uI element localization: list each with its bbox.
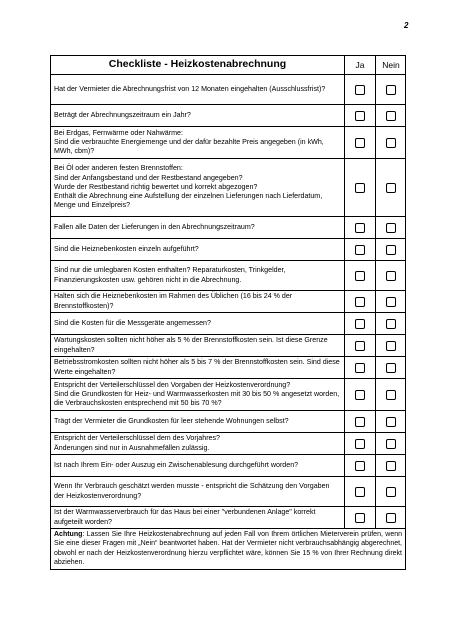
checkbox-no[interactable] <box>386 223 396 233</box>
page-number: 2 <box>404 21 409 30</box>
checkbox-yes[interactable] <box>355 223 365 233</box>
checkbox-no[interactable] <box>386 390 396 400</box>
question-text <box>51 433 344 454</box>
question-line: Enthält die Abrechnung eine Aufstellung der einzelnen Lieferungen nach Lieferdatum, Menge und Einzelpreis? <box>54 192 323 210</box>
answer-cell-no <box>375 357 406 378</box>
checkbox-yes[interactable] <box>355 245 365 255</box>
question-line: Trägt der Vermieter die Grundkosten für leer stehende Wohnungen selbst? <box>54 416 289 425</box>
answer-cell-no <box>375 261 406 290</box>
question-line: Fallen alle Daten der Lieferungen in den Abrechnungszeitraum? <box>54 222 255 231</box>
question-text <box>51 455 344 476</box>
answer-cell-yes <box>344 261 375 290</box>
checkbox-no[interactable] <box>386 487 396 497</box>
column-header-no: Nein <box>375 56 406 74</box>
question-line: Sind die Kosten für die Messgeräte angemessen? <box>54 318 211 327</box>
checkbox-no[interactable] <box>386 183 396 193</box>
question-row <box>51 506 405 528</box>
answer-cell-yes <box>344 217 375 238</box>
column-header-yes: Ja <box>344 56 375 74</box>
answer-cell-no <box>375 291 406 312</box>
question-line: Sind die Heiznebenkosten einzeln aufgeführt? <box>54 244 199 253</box>
question-line: Betriebsstromkosten sollten nicht höher als 5 bis 7 % der Brennstoffkosten sein. Sind diese Werte eingehalten? <box>54 358 340 376</box>
checkbox-no[interactable] <box>386 363 396 373</box>
answer-cell-no <box>375 411 406 432</box>
checklist-table <box>50 55 406 570</box>
question-row <box>51 260 405 290</box>
checkbox-no[interactable] <box>386 461 396 471</box>
question-line: Wurde der Restbestand richtig bewertet und korrekt abgezogen? <box>54 182 258 191</box>
question-line: Bei Öl oder anderen festen Brennstoffen: <box>54 164 183 173</box>
table-header <box>51 56 405 74</box>
answer-cell-no <box>375 239 406 260</box>
question-line: Sind der Anfangsbestand und der Restbestand angegeben? <box>54 173 243 182</box>
question-row <box>51 312 405 334</box>
question-line: Wartungskosten sollten nicht höher als 5 % der Brennstoffkosten sein. Ist diese Grenze eingehalten? <box>54 336 328 354</box>
answer-cell-yes <box>344 379 375 410</box>
question-text <box>51 105 344 126</box>
checkbox-no[interactable] <box>386 513 396 523</box>
answer-cell-yes <box>344 291 375 312</box>
question-text <box>51 239 344 260</box>
checkbox-no[interactable] <box>386 245 396 255</box>
question-line: Hat der Vermieter die Abrechnungsfrist von 12 Monaten eingehalten (Ausschlussfrist)? <box>54 84 326 93</box>
question-row <box>51 476 405 506</box>
question-text <box>51 261 344 290</box>
question-text <box>51 357 344 378</box>
question-text <box>51 411 344 432</box>
question-row <box>51 290 405 312</box>
answer-cell-yes <box>344 105 375 126</box>
question-line: Änderungen sind nur in Ausnahmefällen zulässig. <box>54 443 210 452</box>
question-line: Sind die Grundkosten für Heiz- und Warmwasserkosten mit 30 bis 50 % angesetzt worden, die Verbrauchskosten entsprechend mit 50 bis 70 %? <box>54 389 340 408</box>
answer-cell-yes <box>344 335 375 356</box>
question-text <box>51 313 344 334</box>
note-label: Achtung <box>54 531 83 538</box>
answer-cell-no <box>375 159 406 216</box>
question-row <box>51 238 405 260</box>
checkbox-yes[interactable] <box>355 85 365 95</box>
question-row <box>51 378 405 410</box>
question-row <box>51 432 405 454</box>
checkbox-no[interactable] <box>386 319 396 329</box>
checkbox-yes[interactable] <box>355 439 365 449</box>
question-text <box>51 335 344 356</box>
question-line: Beträgt der Abrechnungszeitraum ein Jahr? <box>54 110 191 119</box>
question-row <box>51 454 405 476</box>
checkbox-yes[interactable] <box>355 183 365 193</box>
question-row <box>51 104 405 126</box>
answer-cell-no <box>375 105 406 126</box>
answer-cell-no <box>375 217 406 238</box>
question-row <box>51 158 405 216</box>
question-line: Halten sich die Heiznebenkosten im Rahmen des Üblichen (16 bis 24 % der Brennstoffkosten)? <box>54 292 293 310</box>
checkbox-yes[interactable] <box>355 390 365 400</box>
answer-cell-no <box>375 75 406 104</box>
answer-cell-no <box>375 379 406 410</box>
checkbox-no[interactable] <box>386 439 396 449</box>
question-text <box>51 127 344 158</box>
question-row <box>51 216 405 238</box>
answer-cell-yes <box>344 127 375 158</box>
checkbox-no[interactable] <box>386 417 396 427</box>
question-row <box>51 334 405 356</box>
checkbox-yes[interactable] <box>355 297 365 307</box>
checkbox-no[interactable] <box>386 271 396 281</box>
checkbox-yes[interactable] <box>355 319 365 329</box>
answer-cell-no <box>375 313 406 334</box>
checkbox-yes[interactable] <box>355 461 365 471</box>
checkbox-yes[interactable] <box>355 487 365 497</box>
checkbox-no[interactable] <box>386 111 396 121</box>
answer-cell-yes <box>344 477 375 506</box>
warning-note <box>51 528 405 569</box>
question-text <box>51 507 344 528</box>
checklist-title: Checkliste - Heizkostenabrechnung <box>108 58 287 71</box>
answer-cell-no <box>375 477 406 506</box>
question-row <box>51 74 405 104</box>
question-text <box>51 291 344 312</box>
question-line: Sind die verbrauchte Energiemenge und der dafür bezahlte Preis angegeben (in kWh, MWh, cbm)? <box>54 137 324 156</box>
answer-cell-no <box>375 127 406 158</box>
question-line: Sind nur die umlegbaren Kosten enthalten? Reparaturkosten, Trinkgelder, Finanzierungskosten usw. gehören nicht in die Abrechnung. <box>54 266 286 284</box>
question-line: Entspricht der Verteilerschlüssel dem des Vorjahres? <box>54 434 220 443</box>
checkbox-yes[interactable] <box>355 513 365 523</box>
question-line: Ist nach Ihrem Ein- oder Auszug ein Zwischenablesung durchgeführt worden? <box>54 460 299 469</box>
question-rows <box>51 74 405 528</box>
question-line: Ist der Warmwasserverbrauch für das Haus bei einer "verbundenen Anlage" korrekt aufgeteilt worden? <box>54 508 316 526</box>
question-line: Bei Erdgas, Fernwärme oder Nahwärme: <box>54 128 183 137</box>
question-row <box>51 410 405 432</box>
answer-cell-yes <box>344 239 375 260</box>
question-row <box>51 126 405 158</box>
answer-cell-yes <box>344 75 375 104</box>
answer-cell-no <box>375 455 406 476</box>
answer-cell-yes <box>344 433 375 454</box>
question-text <box>51 379 344 410</box>
answer-cell-yes <box>344 357 375 378</box>
checkbox-yes[interactable] <box>355 363 365 373</box>
checkbox-yes[interactable] <box>355 138 365 148</box>
checkbox-yes[interactable] <box>355 271 365 281</box>
question-text <box>51 217 344 238</box>
question-text <box>51 75 344 104</box>
answer-cell-no <box>375 433 406 454</box>
answer-cell-yes <box>344 313 375 334</box>
question-line: Entspricht der Verteilerschlüssel den Vorgaben der Heizkostenverordnung? <box>54 380 291 389</box>
note-text: : Lassen Sie Ihre Heizkostenabrechnung auf jeden Fall von Ihrem örtlichen Mieterverein prüfen, wenn Sie eine dieser Fragen mit „Nein“ beantwortet haben. Hat der Vermieter nicht verbrauchsabhängig abgerechnet, obwohl er nach der Heizkostenverordnung hierzu verpflichtet wäre, können Sie 15 % von Ihrer Rechnung direkt abziehen. <box>54 531 402 566</box>
checkbox-yes[interactable] <box>355 417 365 427</box>
answer-cell-no <box>375 335 406 356</box>
checkbox-yes[interactable] <box>355 341 365 351</box>
answer-cell-no <box>375 507 406 528</box>
checkbox-no[interactable] <box>386 85 396 95</box>
answer-cell-yes <box>344 159 375 216</box>
question-text <box>51 477 344 506</box>
answer-cell-yes <box>344 455 375 476</box>
checkbox-no[interactable] <box>386 341 396 351</box>
answer-cell-yes <box>344 411 375 432</box>
answer-cell-yes <box>344 507 375 528</box>
checkbox-no[interactable] <box>386 138 396 148</box>
checkbox-yes[interactable] <box>355 111 365 121</box>
question-row <box>51 356 405 378</box>
question-line: Wenn Ihr Verbrauch geschätzt werden musste - entspricht die Schätzung den Vorgaben der Heizkostenverordnung? <box>54 482 330 500</box>
question-text <box>51 159 344 216</box>
checkbox-no[interactable] <box>386 297 396 307</box>
